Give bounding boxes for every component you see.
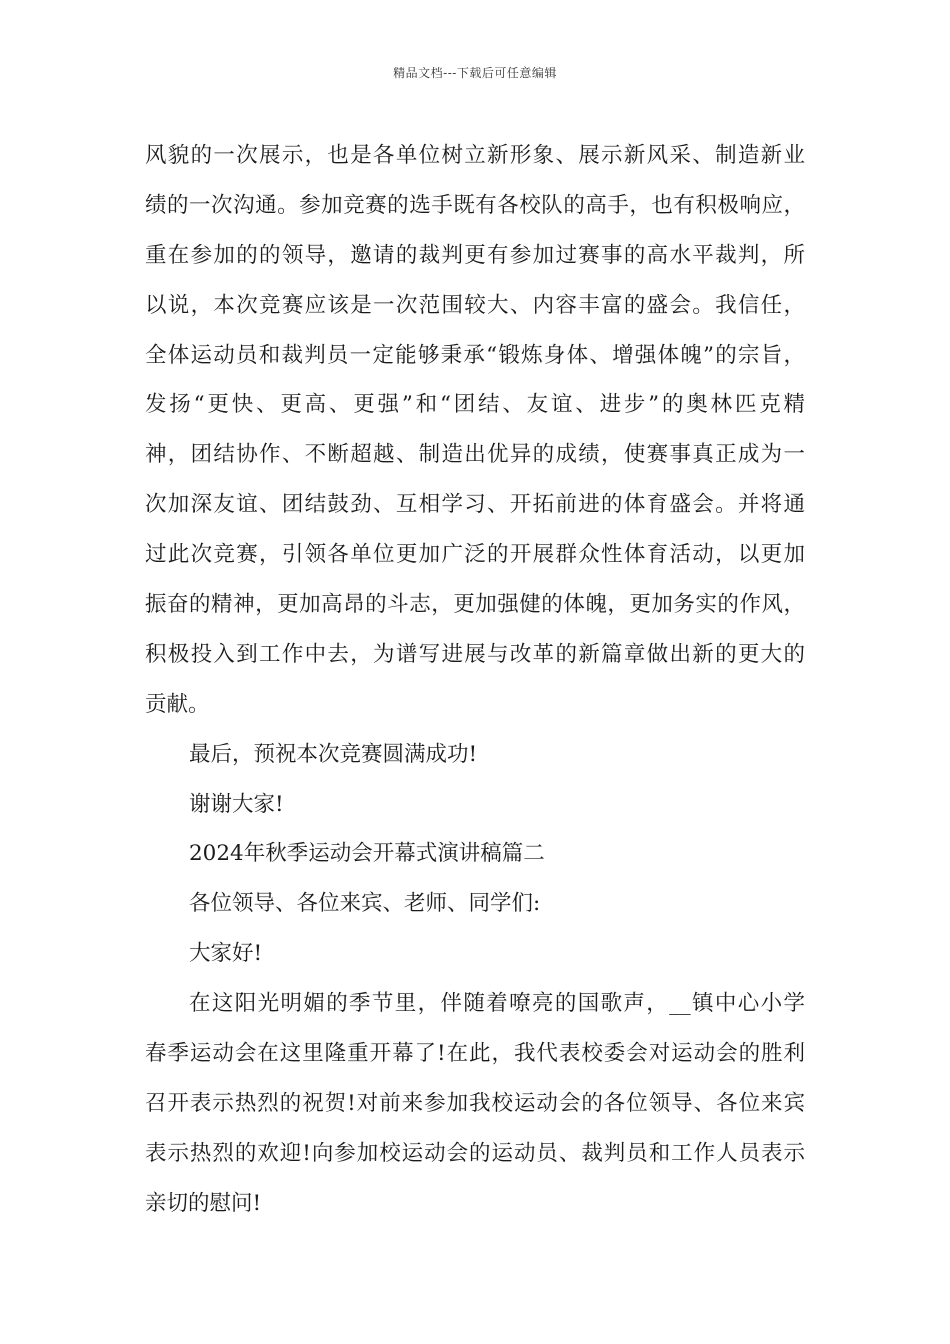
paragraph-line: 次加深友谊、团结鼓劲、互相学习、开拓前进的体育盛会。并将通	[145, 492, 805, 518]
paragraph-line: 过此次竞赛，引领各单位更加广泛的开展群众性体育活动，以更加	[145, 542, 805, 568]
paragraph-line: 在这阳光明媚的季节里，伴随着嘹亮的国歌声，__镇中心小学	[189, 991, 805, 1017]
paragraph-line: 以说，本次竞赛应该是一次范围较大、内容丰富的盛会。我信任，	[145, 292, 805, 318]
paragraph-line: 风貌的一次展示，也是各单位树立新形象、展示新风采、制造新业	[145, 143, 805, 168]
paragraph-line: 亲切的慰问!	[145, 1190, 262, 1216]
paragraph-line: 表示热烈的欢迎!向参加校运动会的运动员、裁判员和工作人员表示	[145, 1140, 805, 1166]
paragraph-line: 绩的一次沟通。参加竞赛的选手既有各校队的高手，也有积极响应，	[145, 192, 805, 218]
paragraph-line: 积极投入到工作中去，为谱写进展与改革的新篇章做出新的更大的	[145, 641, 805, 667]
section-title: 2024年秋季运动会开幕式演讲稿篇二	[189, 841, 545, 867]
closing-wish: 最后，预祝本次竞赛圆满成功!	[189, 741, 478, 767]
paragraph-line: 春季运动会在这里隆重开幕了!在此，我代表校委会对运动会的胜利	[145, 1041, 805, 1067]
paragraph-line: 全体运动员和裁判员一定能够秉承“锻炼身体、增强体魄”的宗旨，	[145, 342, 805, 368]
paragraph-line: 贡献。	[145, 691, 210, 717]
paragraph-line: 振奋的精神，更加高昂的斗志，更加强健的体魄，更加务实的作风，	[145, 592, 805, 618]
paragraph-line: 重在参加的的领导，邀请的裁判更有参加过赛事的高水平裁判，所	[145, 242, 805, 268]
closing-thanks: 谢谢大家!	[189, 791, 284, 817]
greeting: 大家好!	[189, 941, 263, 967]
paragraph-line: 发扬“更快、更高、更强”和“团结、友谊、进步”的奥林匹克精	[145, 392, 805, 418]
document-body	[145, 131, 805, 1229]
paragraph-line: 神，团结协作、不断超越、制造出优异的成绩，使赛事真正成为一	[145, 442, 805, 468]
salutation: 各位领导、各位来宾、老师、同学们:	[189, 891, 541, 917]
page-header: 精品文档---下载后可任意编辑	[393, 66, 557, 80]
paragraph-line: 召开表示热烈的祝贺!对前来参加我校运动会的各位领导、各位来宾	[145, 1090, 805, 1116]
